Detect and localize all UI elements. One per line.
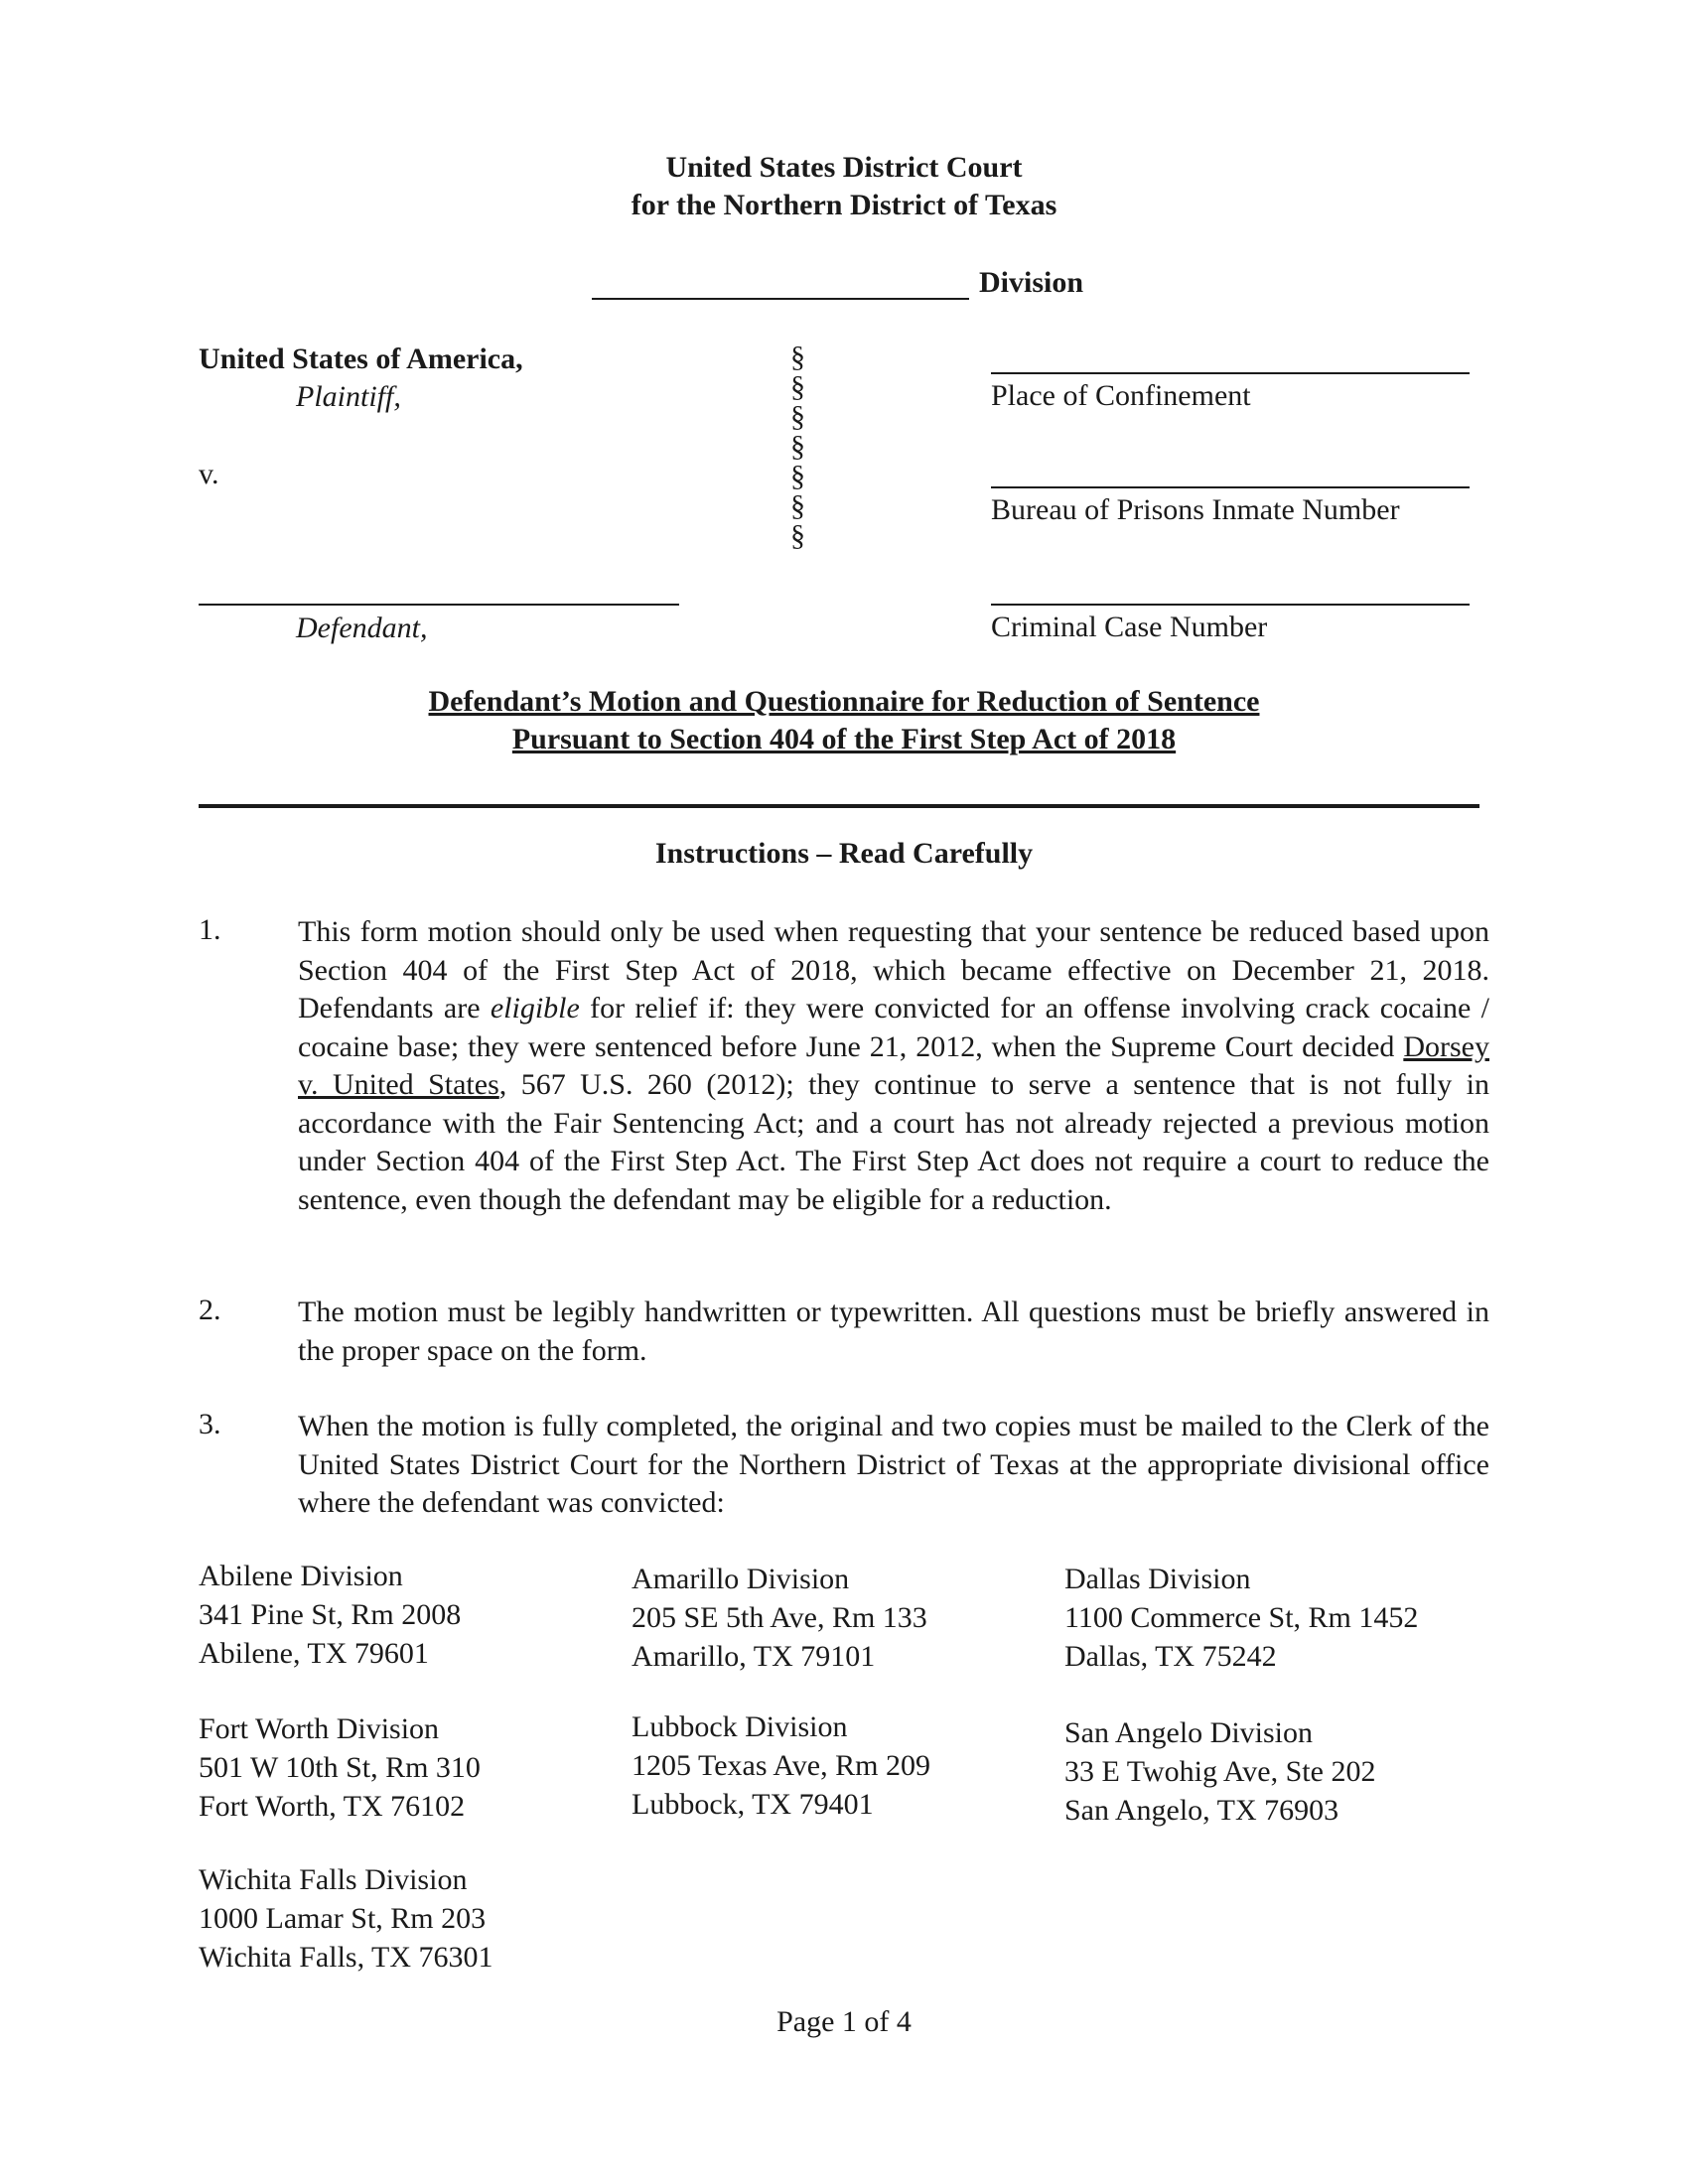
eligible-emphasis: eligible [490,992,580,1024]
instruction-1-text: This form motion should only be used when requesting that your sentence be reduced based upon Section 404 of the First Step Act of 2018, which became effective on December 21, 2018. Defendants are [298,915,1489,1024]
division-address [1064,1713,1375,1830]
case-number-line[interactable] [991,604,1470,606]
division-street: 341 Pine St, Rm 2008 [199,1598,462,1631]
court-header [0,149,1688,224]
division-city: Amarillo, TX 79101 [632,1640,876,1673]
division-city: Lubbock, TX 79401 [632,1788,874,1821]
division-name: Dallas Division [1064,1563,1251,1595]
instruction-2: The motion must be legibly handwritten or typewritten. All questions must be briefly answered in the proper space on the form. [298,1296,1489,1367]
motion-title-line2: Pursuant to Section 404 of the First Step Act of 2018 [511,723,1177,755]
instruction-number: 3. [199,1408,221,1440]
division-blank-line[interactable] [592,298,969,300]
division-name: Amarillo Division [632,1563,850,1595]
instruction-number: 2. [199,1294,221,1326]
division-street: 33 E Twohig Ave, Ste 202 [1064,1755,1376,1788]
division-city: Fort Worth, TX 76102 [199,1790,466,1823]
section-symbol: § [790,370,805,403]
division-address [199,1860,493,1977]
instruction-1 [298,913,1489,1219]
division-address [632,1560,927,1676]
division-street: 1205 Texas Ave, Rm 209 [632,1749,930,1782]
versus-label: v. [199,458,219,490]
division-street: 1000 Lamar St, Rm 203 [199,1902,487,1935]
division-name: Wichita Falls Division [199,1863,468,1896]
plaintiff-role: Plaintiff, [296,380,401,413]
division-name: San Angelo Division [1064,1716,1314,1749]
page-number: Page 1 of 4 [776,2005,912,2038]
division-address [199,1709,481,1826]
plaintiff-name: United States of America, [199,342,523,375]
section-symbol: § [790,430,805,463]
division-label: Division [979,266,1084,299]
division-street: 501 W 10th St, Rm 310 [199,1751,481,1784]
motion-title [0,683,1688,758]
instruction-1-text: for relief if: they were convicted for an offense involving crack cocaine / cocaine base; they were sentenced before June 21, 2012, when the Supreme Court decided [298,992,1490,1063]
case-number-label: Criminal Case Number [991,611,1268,643]
division-city: San Angelo, TX 76903 [1064,1794,1339,1827]
instruction-number: 1. [199,913,221,946]
section-symbol: § [790,400,805,433]
division-city: Wichita Falls, TX 76301 [199,1941,493,1974]
division-address [1064,1560,1418,1676]
motion-title-line1: Defendant’s Motion and Questionnaire for Reduction of Sentence [428,685,1260,718]
division-name: Abilene Division [199,1560,403,1592]
place-of-confinement-label: Place of Confinement [991,379,1251,412]
division-city: Dallas, TX 75242 [1064,1640,1277,1673]
section-symbol: § [790,460,805,492]
instructions-heading: Instructions – Read Carefully [654,837,1034,870]
instruction-1-text: , 567 U.S. 260 (2012); they continue to serve a sentence that is not fully in accordance with the Fair Sentencing Act; and a court has not already rejected a previous motion under Section 404 of the First Step Act. The First Step Act does not require a court to reduce the sentence, even though the defendant may be eligible for a reduction. [298,1068,1489,1216]
division-street: 1100 Commerce St, Rm 1452 [1064,1601,1419,1634]
section-divider [199,804,1479,808]
section-symbol: § [790,519,805,552]
inmate-number-line[interactable] [991,486,1470,488]
case-citation: Dorsey v. United States [298,1029,1489,1101]
section-symbol-column [790,342,820,551]
place-of-confinement-line[interactable] [991,372,1470,374]
defendant-name-line[interactable] [199,604,679,606]
inmate-number-label: Bureau of Prisons Inmate Number [991,493,1400,526]
division-name: Fort Worth Division [199,1712,440,1745]
court-district: for the Northern District of Texas [631,189,1057,221]
section-symbol: § [790,341,805,373]
division-address [632,1707,930,1824]
division-street: 205 SE 5th Ave, Rm 133 [632,1601,927,1634]
division-city: Abilene, TX 79601 [199,1637,429,1670]
court-name: United States District Court [665,151,1023,184]
defendant-role: Defendant, [296,612,428,644]
division-name: Lubbock Division [632,1710,848,1743]
division-address [199,1557,461,1673]
instruction-3: When the motion is fully completed, the original and two copies must be mailed to the Clerk of the United States District Court for the Northern District of Texas at the appropriate divisional office where the defendant was convicted: [298,1410,1489,1519]
section-symbol: § [790,489,805,522]
